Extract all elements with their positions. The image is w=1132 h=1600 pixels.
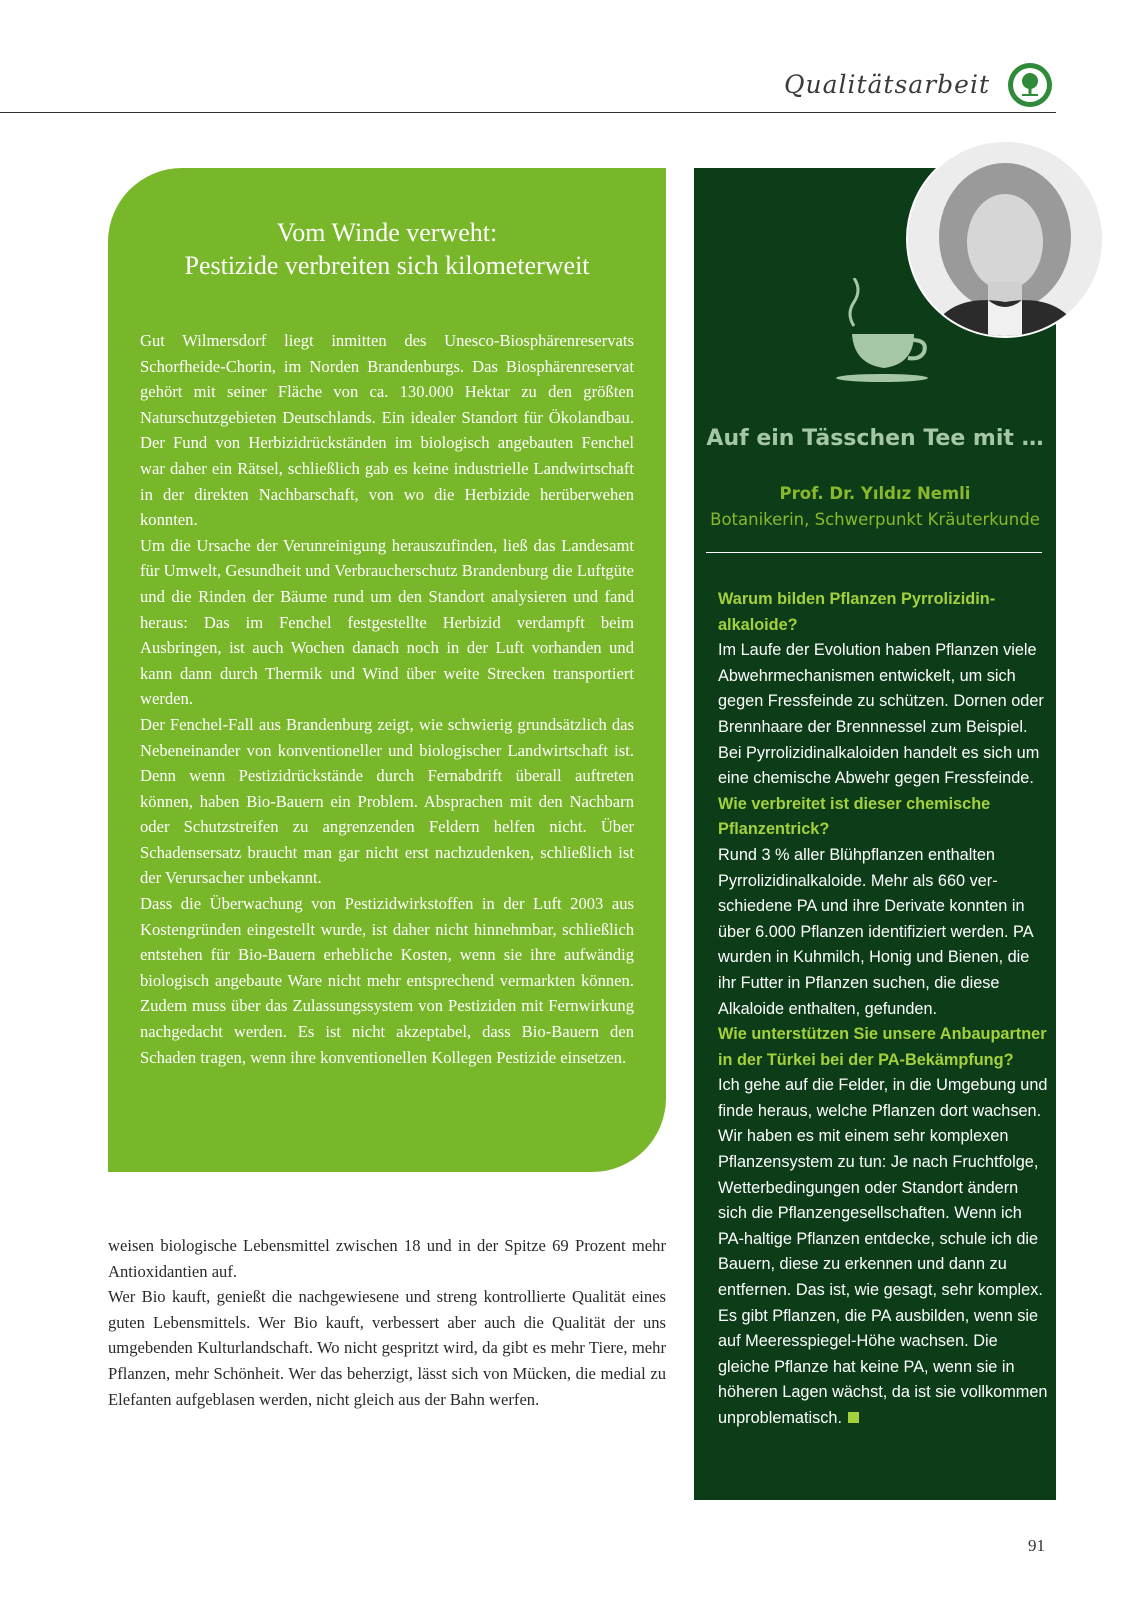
section-title: Qualitätsarbeit	[783, 70, 990, 99]
interviewee-role: Botanikerin, Schwerpunkt Kräuterkunde	[710, 510, 1040, 529]
tea-cup-icon	[826, 278, 932, 398]
article-paragraph: weisen biologische Lebensmittel zwischen 18 und in der Spitze 69 Prozent mehr Antioxidantien auf.	[108, 1236, 666, 1281]
feature-title-line2: Pestizide verbreiten sich kilometerweit	[184, 251, 590, 280]
interview-question: Wie unterstützen Sie unsere Anbaupartner in der Türkei bei der PA-Bekämpfung?	[718, 1025, 1047, 1069]
feature-paragraph: Der Fenchel-Fall aus Brandenburg zeigt, wie schwierig grundsätzlich das Nebeneinander von konventioneller und biologischer Landwirtschaft ist. Denn wenn Pestizidrückstände durch Fernabdrift überall auftreten können, haben Bio-Bauern ein Problem. Absprachen mit den Nachbarn oder Schutzstreifen zu angrenzenden Feldern helfen nicht. Über Schadensersatz braucht man gar nicht erst nachzudenken, schließlich ist der Verursacher unbekannt.	[140, 714, 634, 888]
page-number: 91	[1028, 1536, 1045, 1555]
interview-answer: Ich gehe auf die Felder, in die Umgebung und finde heraus, welche Pflanzen dort wachsen. Wir haben es mit einem sehr komplexen Pflanzensystem zu tun: Je nach Fruchtfolge, Wetterbedingungen oder Standort ändern sich die Pflanzengesellschaften. Wenn ich PA-haltige Pflanzen entdecke, schule ich die Bauern, diese zu erkennen und dann zu entfernen. Das ist, wie gesagt, sehr komplex. Es gibt Pflanzen, die PA ausbilden, wenn sie auf Meeresspiegel-Höhe wachsen. Die gleiche Pflanze hat keine PA, wenn sie in höheren Lagen wächst, da ist sie vollkommen unproblematisch.	[718, 1076, 1048, 1427]
interview-text	[718, 587, 1048, 1432]
feature-paragraph: Dass die Überwachung von Pestizidwirkstoffen in der Luft 2003 aus Kostengründen eingestellt wurde, ist daher nicht hinnehmbar, schließlich entstehen für Bio-Bauern erhebliche Kosten, wenn sie ihre aufwändig biologisch angebaute Ware nicht mehr entsprechend vermarkten können. Zudem muss über das Zulassungssystem von Pestiziden mit Fernwirkung nachgedacht werden. Es ist nicht akzeptabel, dass Bio-Bauern den Schaden tragen, wenn ihre konventionellen Kollegen Pestizide einsetzen.	[140, 894, 634, 1067]
feature-box	[108, 168, 666, 1172]
header-divider	[0, 112, 1056, 113]
interview-heading: Auf ein Tässchen Tee mit …	[706, 426, 1044, 451]
portrait-photo	[906, 140, 1104, 338]
interview-answer: Im Laufe der Evolution haben Pflanzen viele Abwehrmechanismen entwickelt, um sich gegen Fressfeinde zu schützen. Dornen oder Brennhaare der Brennnessel zum Beispiel. Bei Pyrrolizidinalkaloiden handelt es sich um eine chemische Abwehr gegen Fressfeinde.	[718, 641, 1044, 788]
feature-paragraph: Um die Ursache der Verunreinigung herauszufinden, ließ das Landesamt für Umwelt, Gesundheit und Verbraucherschutz Brandenburg die Luftgüte und die Rinden der Bäume rund um den Standort analysieren und fand heraus: Das im Fenchel festgestellte Herbizid verdampft beim Ausbringen, ist auch Wochen danach noch in der Luft vorhanden und kann dann durch Thermik und Wind über weite Strecken transportiert werden.	[140, 535, 634, 709]
tree-seal-icon	[1007, 62, 1053, 108]
feature-title-line1: Vom Winde verweht:	[276, 218, 498, 247]
end-mark-icon	[848, 1412, 859, 1423]
article-body	[108, 1233, 666, 1412]
interview-question: Warum bilden Pflanzen Pyrrolizidinalkaloide?	[718, 590, 996, 634]
panel-divider	[706, 552, 1042, 553]
portrait-image	[908, 142, 1102, 336]
interview-answer-last	[718, 1073, 1048, 1431]
interview-answer: Rund 3 % aller Blühpflanzen enthalten Pyrrolizidinalkaloide. Mehr als 660 verschiedene PA und ihre Derivate konnten in über 6.000 Pflanzen identifiziert werden. PA wurden in Kuhmilch, Honig und Bienen, die ihr Futter in Pflanzen suchen, die diese Alkaloide enthalten, gefunden.	[718, 845, 1033, 1018]
article-paragraph: Wer Bio kauft, genießt die nachgewiesene und streng kontrollierte Qualität eines guten Lebensmittels. Wer Bio kauft, verbessert aber auch die Qualität der uns umgebenden Kulturlandschaft. Wo nicht gespritzt wird, da gibt es mehr Tiere, mehr Pflanzen, mehr Schönheit. Wer das beherzigt, lässt sich von Mücken, die medial zu Elefanten aufgeblasen werden, nicht gleich aus der Bahn werfen.	[108, 1287, 666, 1409]
feature-title	[108, 216, 666, 282]
feature-body	[140, 328, 634, 1070]
feature-paragraph: Gut Wilmersdorf liegt inmitten des Unesco-Biosphärenreservats Schorfheide-Chorin, im Norden Brandenburgs. Das Biosphärenreservat gehört mit seiner Fläche von ca. 130.000 Hektar zu den größten Naturschutzgebieten Deutschlands. Ein idealer Standort für Ökolandbau. Der Fund von Herbizidrückständen im biologisch angebauten Fenchel war daher ein Rätsel, schließlich gab es keine industrielle Landwirtschaft in der direkten Nachbarschaft, von wo die Herbizide herüberwehen konnten.	[140, 331, 634, 530]
interviewee-name: Prof. Dr. Yıldız Nemli	[779, 484, 971, 503]
interview-question: Wie verbreitet ist dieser chemische Pflanzentrick?	[718, 794, 991, 839]
